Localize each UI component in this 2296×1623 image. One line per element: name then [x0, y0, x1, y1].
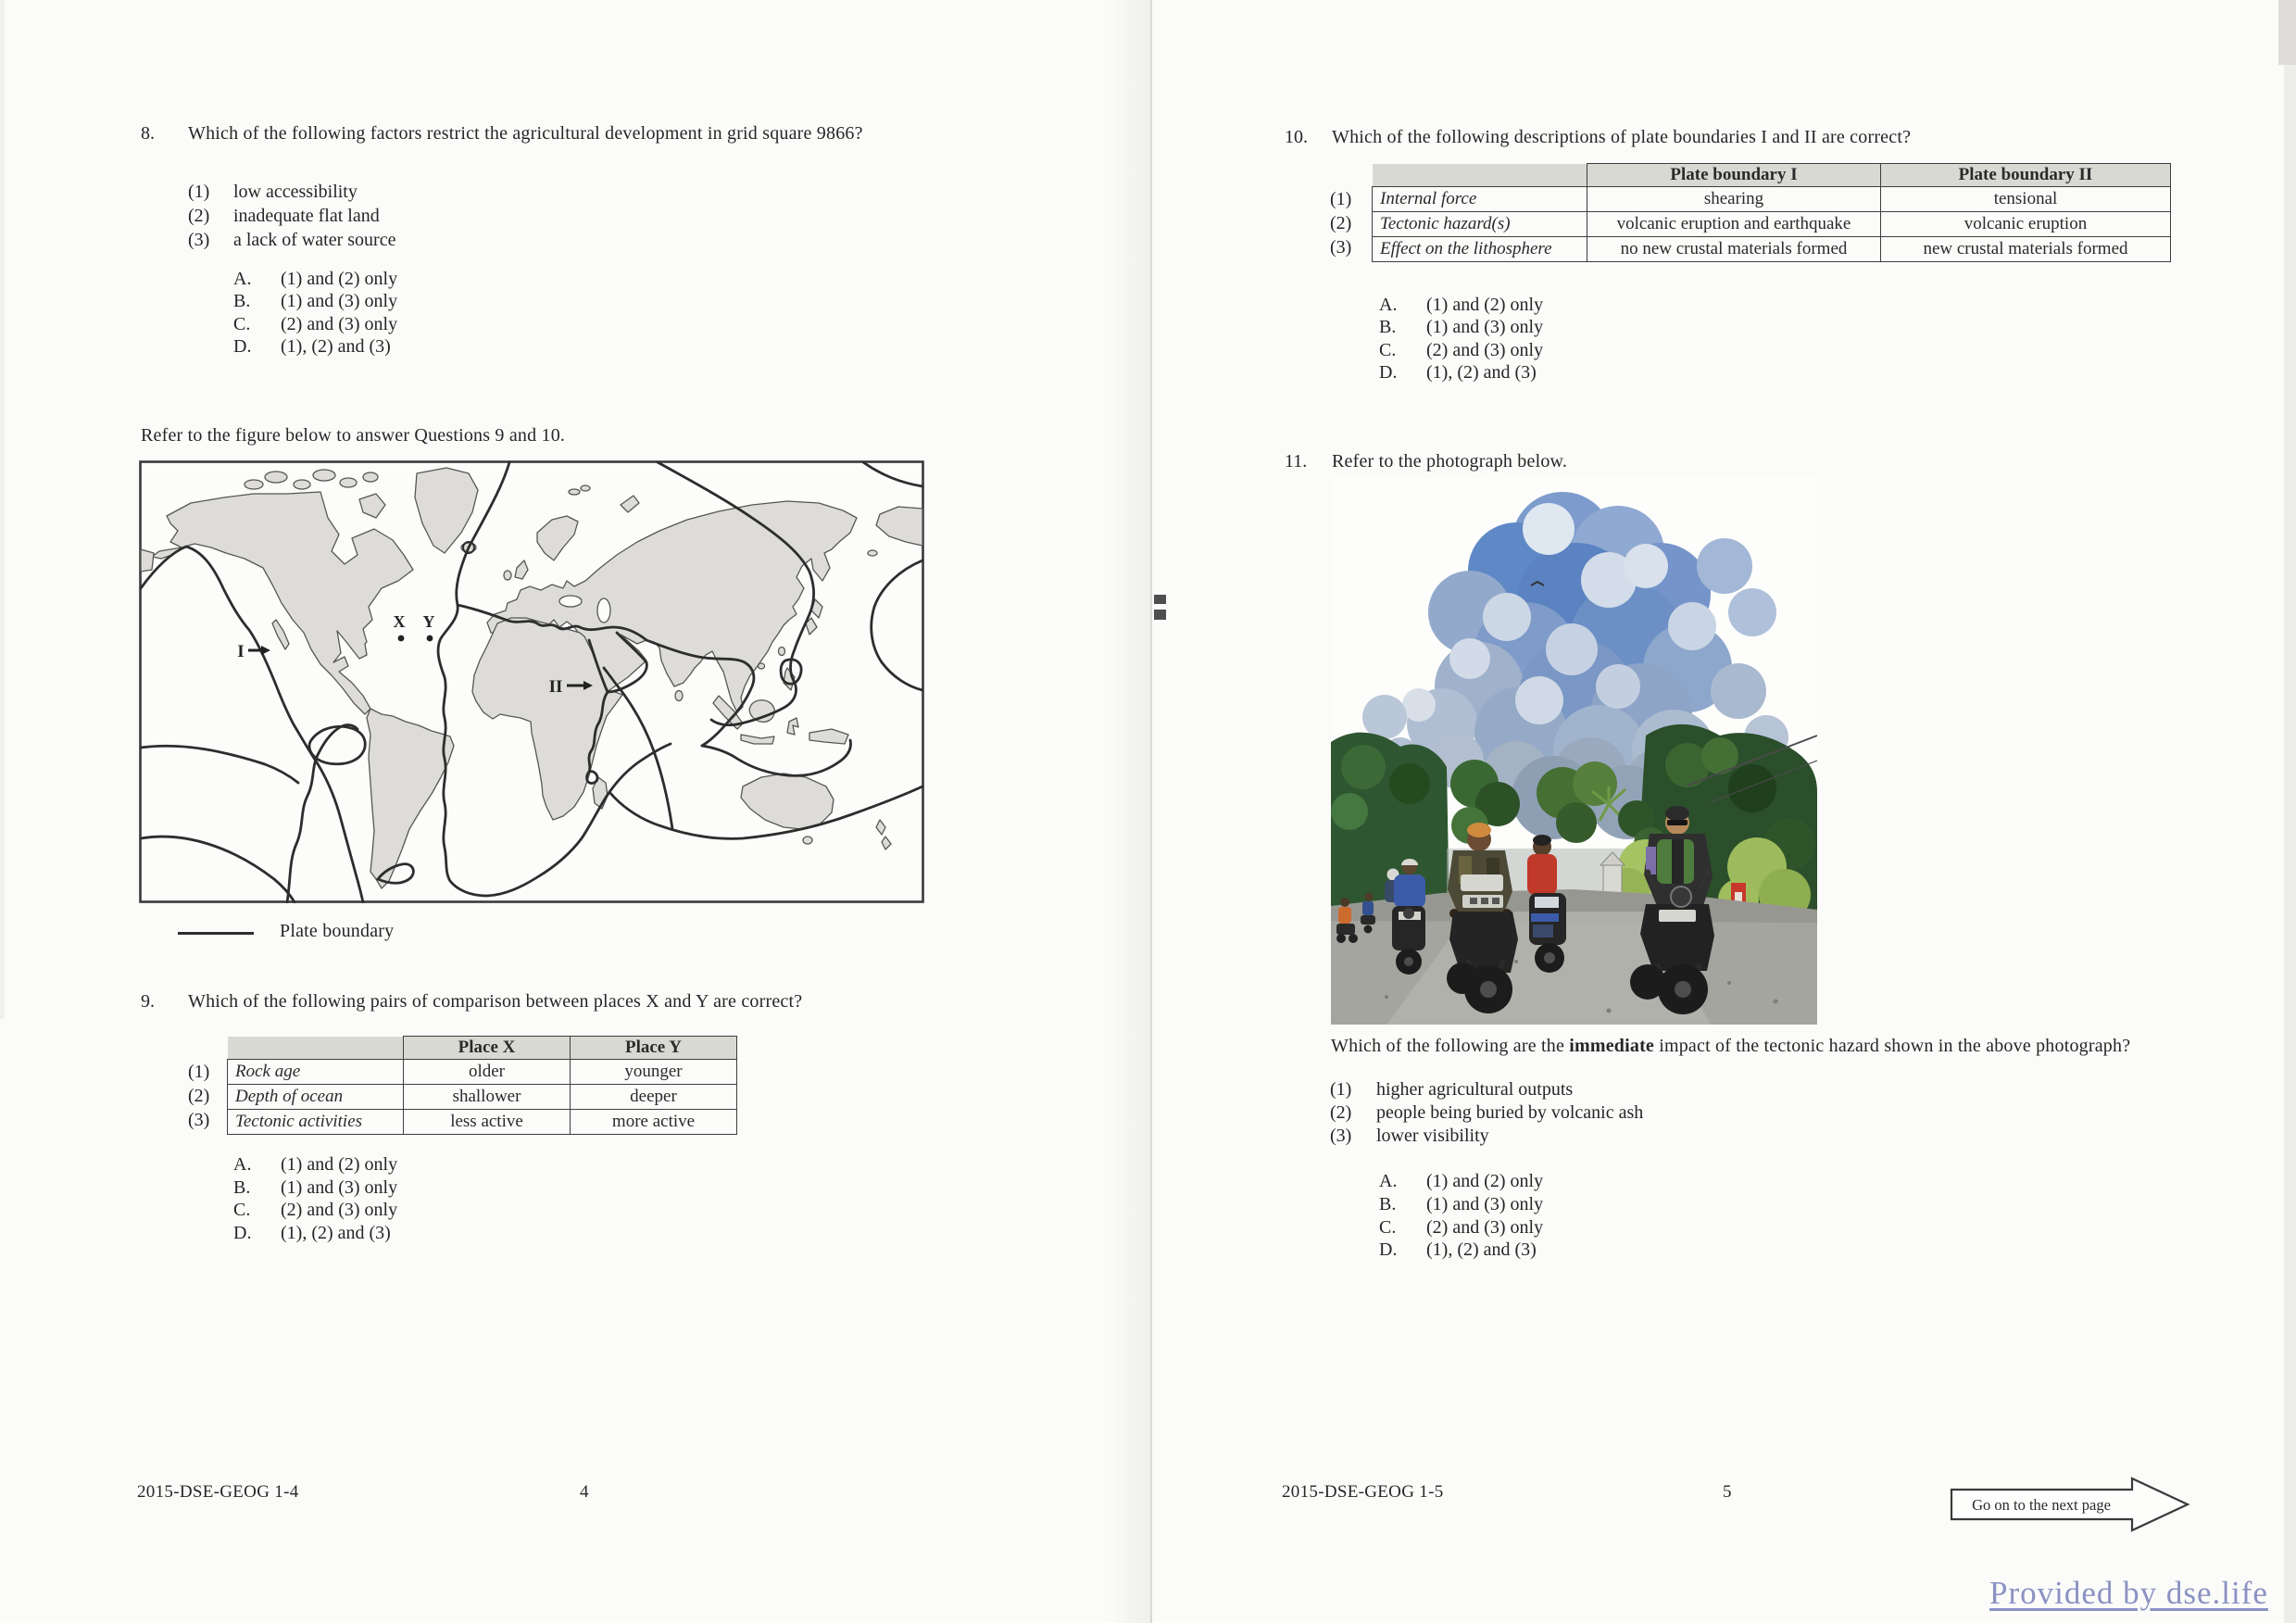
- q9-option-letter: D.: [233, 1223, 252, 1243]
- q10-option-text: (1), (2) and (3): [1426, 362, 1537, 383]
- q11-item-text: lower visibility: [1376, 1126, 1489, 1146]
- binding-mark: [1154, 595, 1166, 604]
- q10-option-text: (2) and (3) only: [1426, 340, 1544, 360]
- q10-row-label: Effect on the lithosphere: [1373, 237, 1587, 262]
- volcano-photograph: [1331, 478, 1817, 1025]
- q10-cell: tensional: [1881, 187, 2171, 212]
- dse-life-watermark: Provided by dse.life: [1989, 1575, 2268, 1611]
- q8-option-letter: A.: [233, 269, 252, 289]
- map-label-i: I: [237, 642, 245, 661]
- q9-number: 9.: [141, 991, 155, 1012]
- q9-col-place-y: Place Y: [571, 1037, 737, 1060]
- scan-edge-right: [2284, 0, 2296, 1623]
- q10-row-label: Tectonic hazard(s): [1373, 212, 1587, 237]
- q10-row-num: (2): [1330, 213, 1352, 233]
- q11-item-num: (2): [1330, 1102, 1352, 1123]
- q8-option-text: (2) and (3) only: [281, 314, 398, 334]
- world-map-figure: [139, 460, 924, 903]
- q10-cell: volcanic eruption: [1881, 212, 2171, 237]
- footer-page-left: 4: [580, 1482, 589, 1502]
- q9-cell: deeper: [571, 1085, 737, 1110]
- q9-option-letter: B.: [233, 1177, 251, 1198]
- footer-code-left: 2015-DSE-GEOG 1-4: [137, 1482, 299, 1502]
- q11-option-text: (2) and (3) only: [1426, 1217, 1544, 1238]
- q8-number: 8.: [141, 123, 155, 144]
- q8-text: Which of the following factors restrict the agricultural development in grid square 9866?: [188, 123, 863, 144]
- q11-option-text: (1), (2) and (3): [1426, 1239, 1537, 1260]
- scan-edge-corner: [2278, 0, 2296, 65]
- q8-item-num: (1): [188, 182, 210, 202]
- q8-item-num: (2): [188, 206, 210, 226]
- q10-row-num: (3): [1330, 237, 1352, 258]
- map-label-y: Y: [422, 612, 435, 631]
- q8-option-text: (1) and (2) only: [281, 269, 398, 289]
- q10-option-letter: A.: [1379, 295, 1398, 315]
- scan-edge-left: [0, 0, 5, 1019]
- q10-row-num: (1): [1330, 189, 1352, 209]
- q8-option-letter: B.: [233, 291, 251, 311]
- q11-option-letter: C.: [1379, 1217, 1397, 1238]
- q9-row-label: Tectonic activities: [228, 1110, 404, 1135]
- q9-cell: shallower: [404, 1085, 571, 1110]
- q9-cell: younger: [571, 1060, 737, 1085]
- q9-cell: less active: [404, 1110, 571, 1135]
- q8-option-letter: D.: [233, 336, 252, 357]
- binding-mark: [1154, 610, 1166, 620]
- q9-col-place-x: Place X: [404, 1037, 571, 1060]
- q9-option-text: (1) and (2) only: [281, 1154, 398, 1175]
- page-fold-shadow: [1108, 0, 1150, 1623]
- q9-row-num: (1): [188, 1062, 210, 1082]
- map-point-x: [398, 635, 405, 642]
- q10-table-row: [1373, 237, 2171, 262]
- q11-question: [1331, 1036, 2130, 1057]
- q10-text: Which of the following descriptions of plate boundaries I and II are correct?: [1332, 127, 1912, 147]
- q10-cell: no new crustal materials formed: [1587, 237, 1881, 262]
- q9-option-text: (1) and (3) only: [281, 1177, 398, 1198]
- q11-intro: Refer to the photograph below.: [1332, 451, 1568, 472]
- q11-question-bold: immediate: [1569, 1036, 1655, 1056]
- q10-option-letter: C.: [1379, 340, 1397, 360]
- q8-option-text: (1) and (3) only: [281, 291, 398, 311]
- map-point-y: [427, 635, 433, 642]
- q9-cell: older: [404, 1060, 571, 1085]
- q11-item-num: (3): [1330, 1126, 1352, 1146]
- q9-row-label: Depth of ocean: [228, 1085, 404, 1110]
- q9-row-num: (2): [188, 1086, 210, 1106]
- q11-option-text: (1) and (2) only: [1426, 1171, 1544, 1191]
- q9-table: [227, 1036, 737, 1135]
- q10-col-boundary-ii: Plate boundary II: [1881, 164, 2171, 187]
- q10-col-boundary-i: Plate boundary I: [1587, 164, 1881, 187]
- q9-option-letter: A.: [233, 1154, 252, 1175]
- q10-cell: shearing: [1587, 187, 1881, 212]
- q11-question-post: impact of the tectonic hazard shown in the above photograph?: [1654, 1036, 2131, 1056]
- q11-option-letter: D.: [1379, 1239, 1398, 1260]
- q9-text: Which of the following pairs of comparison between places X and Y are correct?: [188, 991, 803, 1012]
- page-fold-line: [1150, 0, 1152, 1623]
- q11-item-text: people being buried by volcanic ash: [1376, 1102, 1644, 1123]
- q9-row-num: (3): [188, 1110, 210, 1130]
- map-label-x: X: [393, 612, 406, 631]
- q9-table-header-row: [228, 1037, 737, 1060]
- q10-option-text: (1) and (3) only: [1426, 317, 1544, 337]
- q11-option-letter: A.: [1379, 1171, 1398, 1191]
- q9-table-row: [228, 1060, 737, 1085]
- q9-cell: more active: [571, 1110, 737, 1135]
- q11-option-letter: B.: [1379, 1194, 1397, 1214]
- q10-cell: new crustal materials formed: [1881, 237, 2171, 262]
- q10-row-label: Internal force: [1373, 187, 1587, 212]
- q10-table: [1372, 163, 2171, 262]
- q8-item-num: (3): [188, 230, 210, 250]
- q10-option-text: (1) and (2) only: [1426, 295, 1544, 315]
- q8-option-text: (1), (2) and (3): [281, 336, 391, 357]
- q11-number: 11.: [1285, 451, 1308, 472]
- legend-line-sample: [178, 932, 254, 935]
- q10-table-row: [1373, 187, 2171, 212]
- footer-page-right: 5: [1723, 1482, 1732, 1502]
- map-label-ii: II: [548, 677, 563, 697]
- q9-option-text: (1), (2) and (3): [281, 1223, 391, 1243]
- q9-option-letter: C.: [233, 1200, 251, 1220]
- q8-item-text: a lack of water source: [233, 230, 396, 250]
- figure-intro: Refer to the figure below to answer Questions 9 and 10.: [141, 425, 566, 446]
- q9-option-text: (2) and (3) only: [281, 1200, 398, 1220]
- q11-question-pre: Which of the following are the: [1331, 1036, 1570, 1056]
- footer-code-right: 2015-DSE-GEOG 1-5: [1282, 1482, 1444, 1502]
- q11-item-text: higher agricultural outputs: [1376, 1079, 1574, 1100]
- next-page-arrow: [1949, 1475, 2197, 1534]
- next-page-label: Go on to the next page: [1972, 1496, 2111, 1514]
- q10-option-letter: D.: [1379, 362, 1398, 383]
- q10-table-row: [1373, 212, 2171, 237]
- q10-cell: volcanic eruption and earthquake: [1587, 212, 1881, 237]
- q10-option-letter: B.: [1379, 317, 1397, 337]
- q8-item-text: inadequate flat land: [233, 206, 380, 226]
- q11-item-num: (1): [1330, 1079, 1352, 1100]
- q8-item-text: low accessibility: [233, 182, 358, 202]
- legend-label: Plate boundary: [280, 921, 395, 941]
- q10-number: 10.: [1285, 127, 1308, 147]
- q9-table-row: [228, 1085, 737, 1110]
- q9-table-row: [228, 1110, 737, 1135]
- q9-row-label: Rock age: [228, 1060, 404, 1085]
- q10-table-header-row: [1373, 164, 2171, 187]
- q11-option-text: (1) and (3) only: [1426, 1194, 1544, 1214]
- q8-option-letter: C.: [233, 314, 251, 334]
